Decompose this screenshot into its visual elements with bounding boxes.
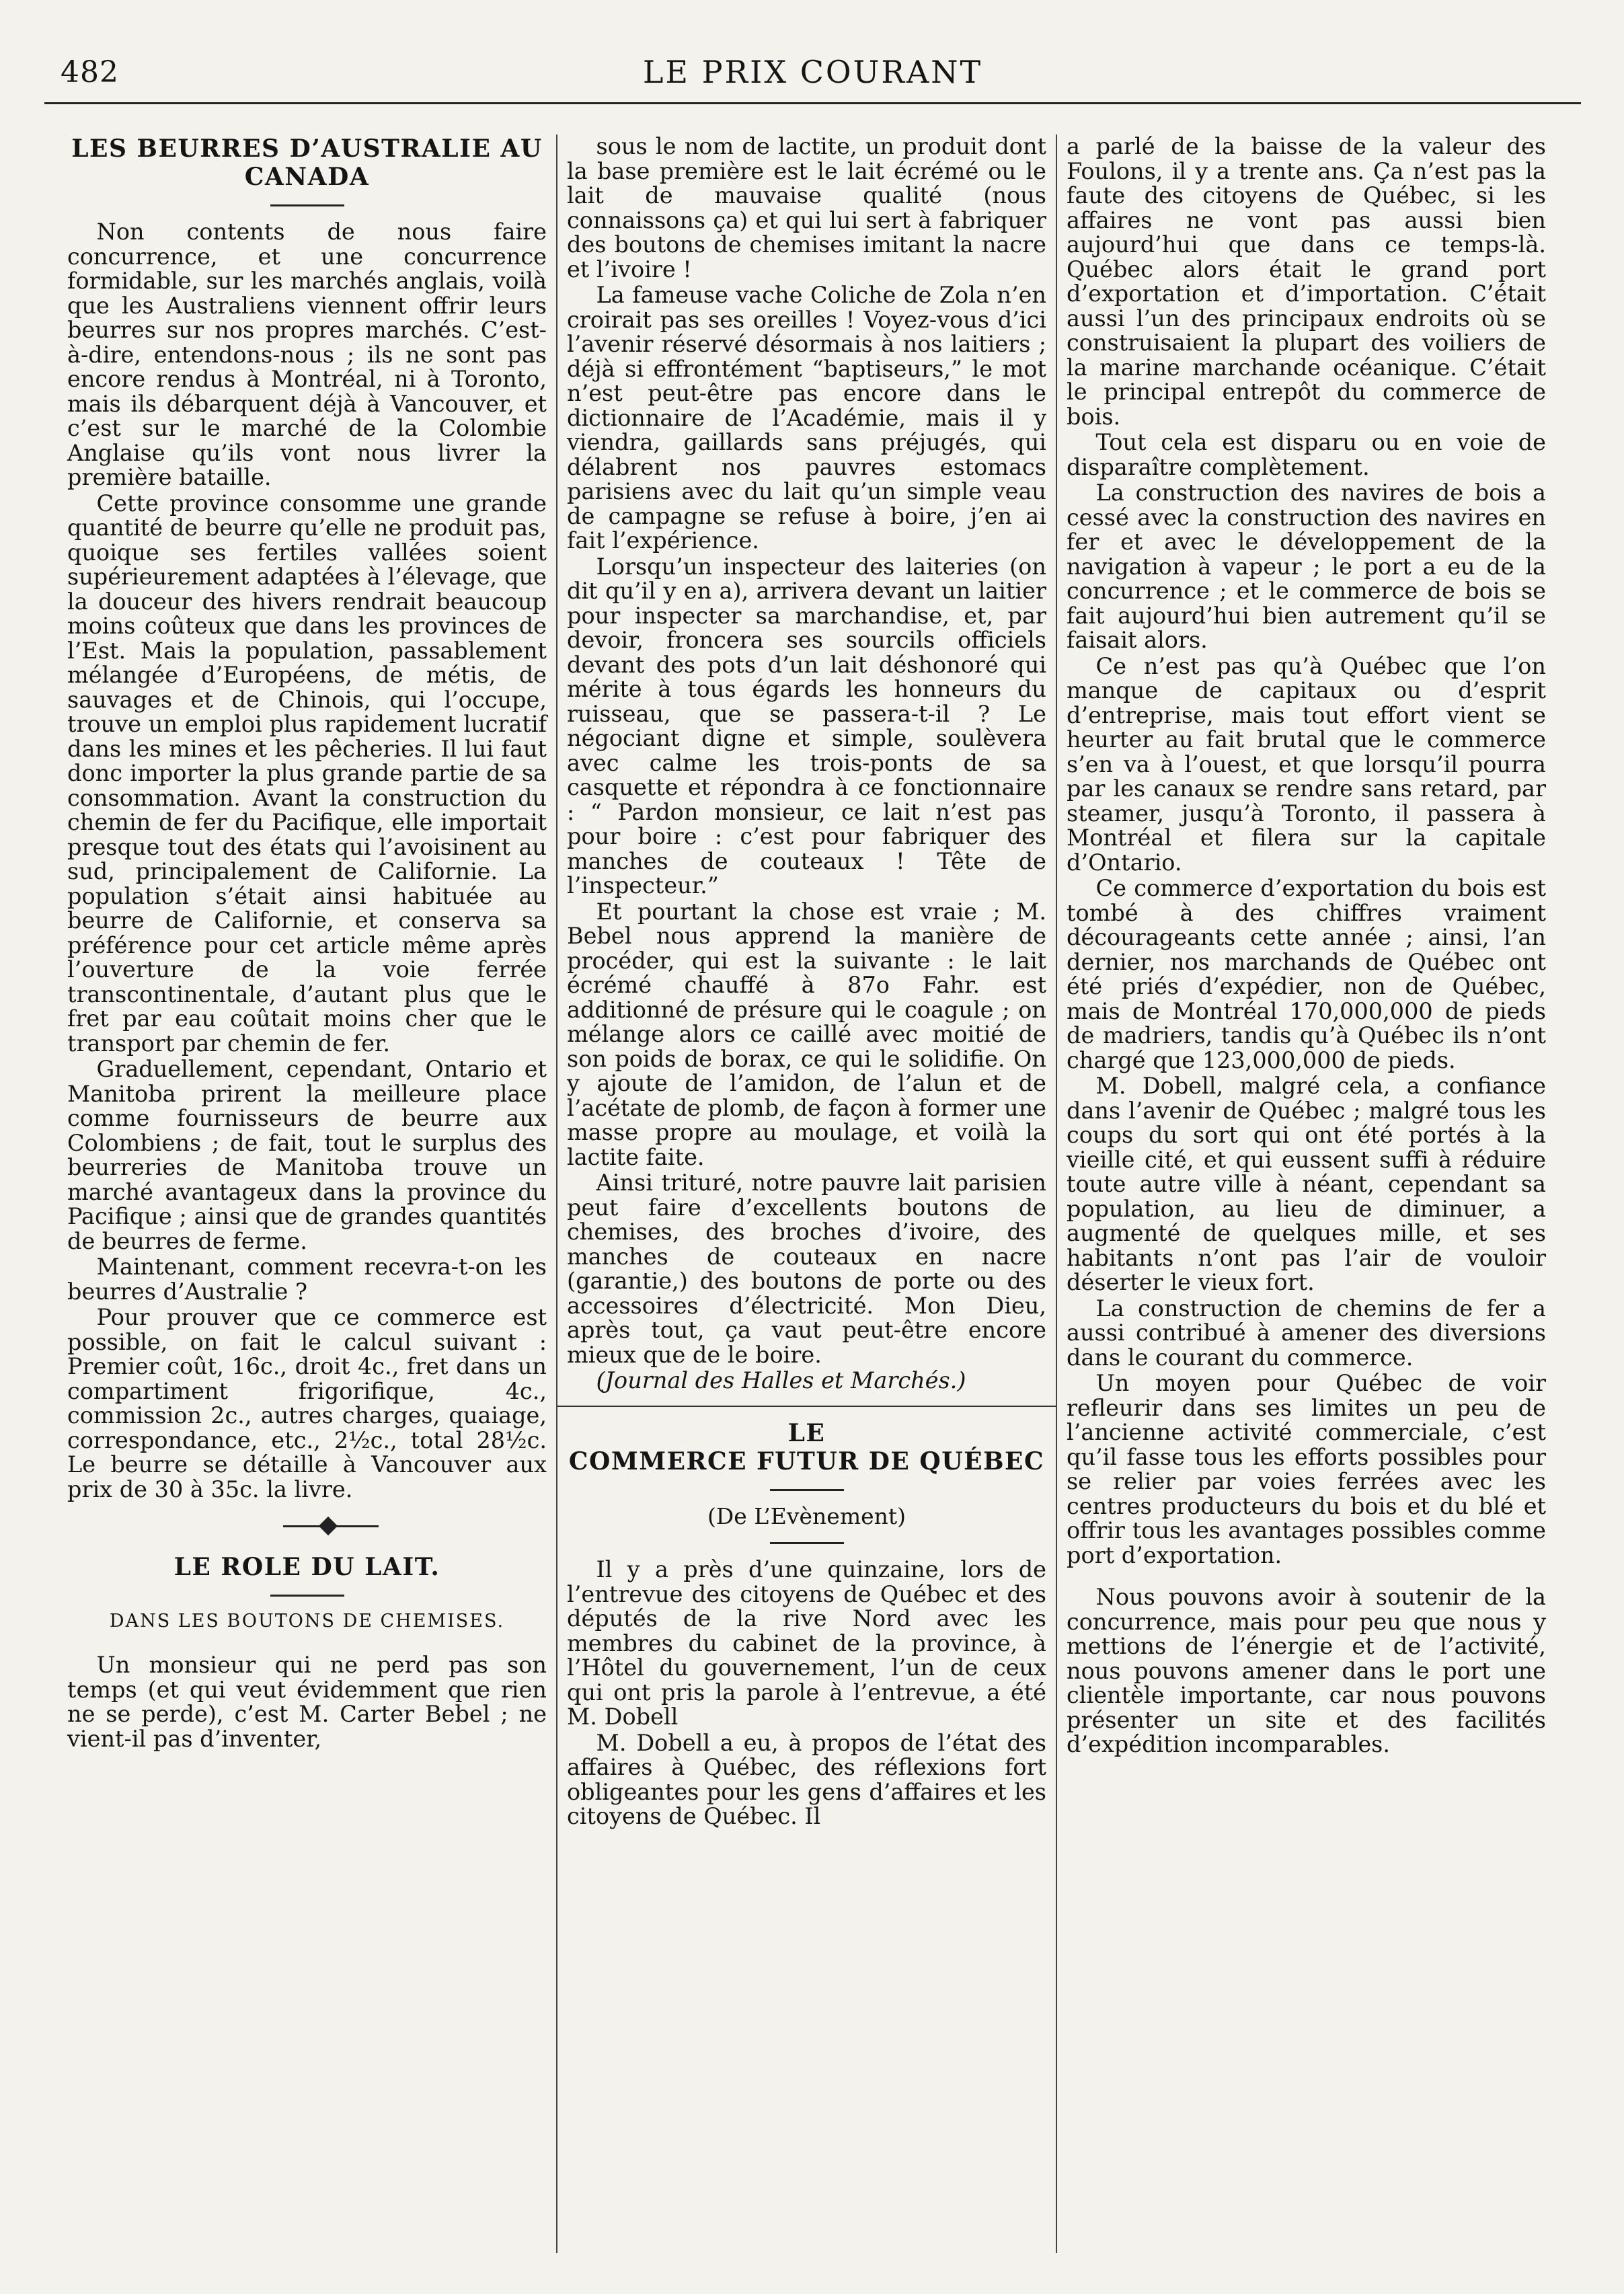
byline-rule bbox=[770, 1542, 844, 1544]
article-role-du-lait bbox=[67, 1553, 547, 1751]
article-subtitle: DANS LES BOUTONS DE CHEMISES. bbox=[109, 1611, 505, 1632]
article-commerce-futur bbox=[567, 1419, 1046, 1829]
paragraph: Et pourtant la chose est vraie ; M. Bebel nous apprend la manière de procéder, qui est la suivante : le lait écrémé chauffé à 87o Fahr. est additionné de présure qui le coagule ; on mélange alors ce caillé avec moitié de son poids de borax, ce qui le solidifie. On y ajoute de l’amidon, de l’alun et de l’acétate de plomb, de façon à former une masse propre au moulage, et voilà la lactite faite. bbox=[567, 898, 1046, 1170]
columns bbox=[58, 135, 1568, 2253]
paragraph-gap bbox=[1067, 1568, 1546, 1585]
paragraph: Lorsqu’un inspecteur des laiteries (on dit qu’il y en a), arrivera devant un laitier pour inspecter sa marchandise, et, par devoir, froncera ses sourcils officiels devant des pots d’un lait déshonoré qui mérite à tous égards les honneurs du ruisseau, que se passera-t-il ? Le négociant digne et simple, soulèvera avec calme les trois-ponts de sa casquette et répondra à ce fonctionnaire : “ Pardon monsieur, ce lait n’est pas pour boire : c’est pour fabriquer des manches de couteaux ! Tête de l’inspecteur.” bbox=[567, 553, 1046, 899]
running-title: LE PRIX COURANT bbox=[642, 54, 983, 90]
paragraph: Ainsi trituré, notre pauvre lait parisien peut faire d’excellents boutons de chemises, des broches d’ivoire, des manches de couteaux en nacre (garantie,) des boutons de porte ou des accessoires d’électricité. Mon Dieu, après tout, ça vaut peut-être encore mieux que de le boire. bbox=[567, 1170, 1046, 1368]
paragraph: Un monsieur qui ne perd pas son temps (et qui veut évidemment que rien ne se perde), c’est M. Carter Bebel ; ne vient-il pas d’inventer, bbox=[67, 1652, 547, 1752]
paragraph: Il y a près d’une quinzaine, lors de l’entrevue des citoyens de Québec et des députés de la rive Nord avec les membres du cabinet de la province, à l’Hôtel du gouvernement, l’un de ceux qui ont pris la parole à l’entrevue, a été M. Dobell bbox=[567, 1556, 1046, 1730]
paragraph: M. Dobell a eu, à propos de l’état des affaires à Québec, des réflexions fort obligeantes pour les gens d’affaires et les citoyens de Québec. Il bbox=[567, 1729, 1046, 1829]
paragraph: La fameuse vache Coliche de Zola n’en croirait pas ses oreilles ! Voyez-vous d’ici l’avenir réservé désormais à nos laitiers ; déjà si effrontément “baptiseurs,” le mot n’est peut-être pas encore dans le dictionnaire de l’Académie, mais il y viendra, gaillards sans préjugés, qui délabrent nos pauvres estomacs parisiens avec du lait qu’un simple veau de campagne se refuse à boire, j’en ai fait l’expérience. bbox=[567, 282, 1046, 553]
paragraph: Cette province consomme une grande quantité de beurre qu’elle ne produit pas, quoique ses fertiles vallées soient supérieurement adaptées à l’élevage, que la douceur des hivers rendrait beaucoup moins coûteux que dans les provinces de l’Est. Mais la population, passablement mélangée d’Européens, de métis, de sauvages et de Chinois, qui l’occupe, trouve un emploi plus rapidement lucratif dans les mines et les pêcheries. Il lui faut donc importer la plus grande partie de sa consommation. Avant la construction du chemin de fer du Pacifique, elle importait presque tout des états qui l’avoisinent au sud, principalement de Californie. La population s’était ainsi habituée au beurre de Californie, et conserva sa préférence pour cet article même après l’ouverture de la voie ferrée transcontinentale, d’autant plus que le fret par eau coûtait moins cher que le transport par chemin de fer. bbox=[67, 490, 547, 1057]
section-ornament bbox=[67, 1513, 547, 1539]
paragraph: Ce commerce d’exportation du bois est tombé à des chiffres vraiment décourageants cette année ; ainsi, l’an dernier, nos marchands de Québec ont été priés d’expédier, non de Québec, mais de Montréal 170,000,000 de pieds de madriers, tandis qu’à Québec ils n’ont chargé que 123,000,000 de pieds. bbox=[1067, 875, 1546, 1073]
article-title-line-2: COMMERCE FUTUR DE QUÉBEC bbox=[568, 1447, 1045, 1476]
column-1 bbox=[58, 135, 556, 2253]
paragraph: Maintenant, comment recevra-t-on les beurres d’Australie ? bbox=[67, 1254, 547, 1305]
page-header bbox=[44, 42, 1581, 104]
column-2 bbox=[556, 135, 1056, 2253]
source-citation: (Journal des Halles et Marchés.) bbox=[596, 1367, 966, 1393]
column-3 bbox=[1056, 135, 1555, 2253]
title-rule bbox=[270, 204, 344, 206]
paragraph: La construction de chemins de fer a aussi contribué à amener des diversions dans le courant du commerce. bbox=[1067, 1295, 1546, 1371]
article-title-line-1: LE bbox=[787, 1418, 826, 1447]
paragraph: Pour prouver que ce commerce est possible, on fait le calcul suivant : Premier coût, 16c., droit 4c., fret dans un compartiment frigorifique, 4c., commission 2c., autres charges, quaiage, correspondance, etc., 2½c., total 28½c. Le beurre se détaille à Vancouver aux prix de 30 à 35c. la livre. bbox=[67, 1304, 547, 1502]
article-role-du-lait-continued bbox=[567, 135, 1046, 1393]
ornament-diamond-icon bbox=[319, 1517, 338, 1535]
article-byline: (De L’Evènement) bbox=[707, 1502, 906, 1529]
paragraph: Ce n’est pas qu’à Québec que l’on manque de capitaux ou d’esprit d’entreprise, mais tout effort vient se heurter au fait brutal que le commerce s’en va à l’ouest, et que lorsqu’il pourra par les canaux se rendre sans retard, par steamer, jusqu’à Toronto, il passera à Montréal et filera sur la capitale d’Ontario. bbox=[1067, 652, 1546, 876]
page-number: 482 bbox=[61, 55, 119, 89]
title-rule bbox=[770, 1489, 844, 1491]
article-title: LE ROLE DU LAIT. bbox=[173, 1553, 440, 1581]
paragraph: a parlé de la baisse de la valeur des Foulons, il y a trente ans. Ça n’est pas la faute des citoyens de Québec, si les affaires ne vont pas aussi bien aujourd’hui que dans ce temps-là. Québec alors était le grand port d’exportation et d’importation. C’était aussi l’un des principaux endroits où se construisaient la plupart des voiliers de la marine marchande océanique. C’était le principal entrepôt du commerce de bois. bbox=[1067, 135, 1546, 430]
paragraph: Graduellement, cependant, Ontario et Manitoba prirent la meilleure place comme fournisseurs de beurre aux Colombiens ; de fait, tout le surplus des beurreries de Manitoba trouve un marché avantageux dans la province du Pacifique ; ainsi que de grandes quantités de beurres de ferme. bbox=[67, 1056, 547, 1254]
paragraph: La construction des navires de bois a cessé avec la construction des navires en fer et avec le développement de la navigation à vapeur ; le port a eu de la concurrence ; et le commerce de bois se fait aujourd’hui bien autrement qu’il se faisait alors. bbox=[1067, 480, 1546, 653]
article-separator bbox=[557, 1406, 1056, 1407]
paragraph: Tout cela est disparu ou en voie de disparaître complètement. bbox=[1067, 429, 1546, 480]
paragraph: Non contents de nous faire concurrence, et une concurrence formidable, sur les marchés anglais, voilà que les Australiens viennent offrir leurs beurres sur nos propres marchés. C’est-à-dire, entendons-nous ; ils ne sont pas encore rendus à Montréal, ni à Toronto, mais ils débarquent déjà à Vancouver, et c’est sur le marché de la Colombie Anglaise qu’ils vont nous livrer la première bataille. bbox=[67, 219, 547, 490]
paragraph: Un moyen pour Québec de voir refleurir dans ses limites un peu de l’ancienne activité commerciale, c’est qu’il fasse tous les efforts possibles pour se relier par voies ferrées avec les centres producteurs du bois et du blé et offrir tous les avantages possibles comme port d’exportation. bbox=[1067, 1370, 1546, 1568]
paragraph: Nous pouvons avoir à soutenir de la concurrence, mais pour peu que nous y mettions de l’énergie et de l’activité, nous pouvons amener dans le port une clientèle importante, car nous pouvons présenter un site et des facilités d’expédition incomparables. bbox=[1067, 1584, 1546, 1757]
paragraph: sous le nom de lactite, un produit dont la base première est le lait écrémé ou le lait de mauvaise qualité (nous connaissons ça) et qui lui sert à fabriquer des boutons de chemises imitant la nacre et l’ivoire ! bbox=[567, 135, 1046, 282]
title-rule bbox=[270, 1595, 344, 1597]
article-beurres-australie bbox=[67, 135, 547, 1502]
paragraph: M. Dobell, malgré cela, a confiance dans l’avenir de Québec ; malgré tous les coups du sort qui ont été portés à la vieille cité, et qui eussent suffi à réduire toute autre ville à néant, cependant sa population, au lieu de diminuer, a augmenté de quelques mille, et ses habitants n’ont pas l’air de vouloir déserter le vieux fort. bbox=[1067, 1073, 1546, 1295]
article-commerce-futur-continued bbox=[1067, 135, 1546, 1757]
article-title: LES BEURRES D’AUSTRALIE AU CANADA bbox=[71, 135, 543, 191]
